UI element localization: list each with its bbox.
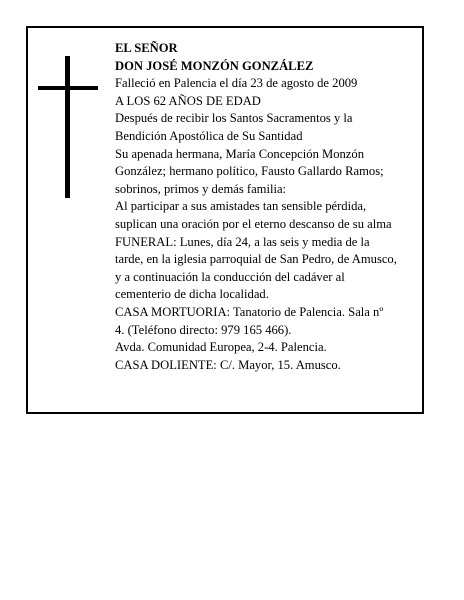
deceased-name: DON JOSÉ MONZÓN GONZÁLEZ: [115, 58, 314, 73]
age-line: A LOS 62 AÑOS DE EDAD: [115, 93, 261, 108]
death-info: Falleció en Palencia el día 23 de agosto de 2009: [115, 76, 358, 91]
cross-vertical-bar: [65, 56, 70, 198]
sacraments-line: Después de recibir los Santos Sacramentos y la Bendición Apostólica de Su Santidad: [115, 111, 353, 143]
mortuary-line: CASA MORTUORIA: Tanatorio de Palencia. Sala nº 4. (Teléfono directo: 979 165 466).: [115, 304, 384, 337]
cross-horizontal-bar: [38, 86, 98, 90]
cross-icon: [38, 56, 98, 198]
funeral-line: FUNERAL: Lunes, día 24, a las seis y media de la tarde, en la iglesia parroquial de San Pedro, de Amusco, y a continuación la conducción del cadáver al cementerio de dicha localidad.: [115, 234, 397, 302]
obituary-notice: [26, 26, 424, 414]
address-line: Avda. Comunidad Europea, 2-4. Palencia.: [115, 340, 327, 355]
mourning-house-line: CASA DOLIENTE: C/. Mayor, 15. Amusco.: [115, 357, 341, 372]
family-line: Su apenada hermana, María Concepción Monzón González; hermano político, Fausto Gallardo Ramos; sobrinos, primos y demás familia:: [115, 146, 384, 196]
request-line: Al participar a sus amistades tan sensible pérdida, suplican una oración por el eterno descanso de su alma: [115, 199, 392, 231]
deceased-title: EL SEÑOR: [115, 41, 178, 55]
obituary-text: [115, 40, 419, 374]
